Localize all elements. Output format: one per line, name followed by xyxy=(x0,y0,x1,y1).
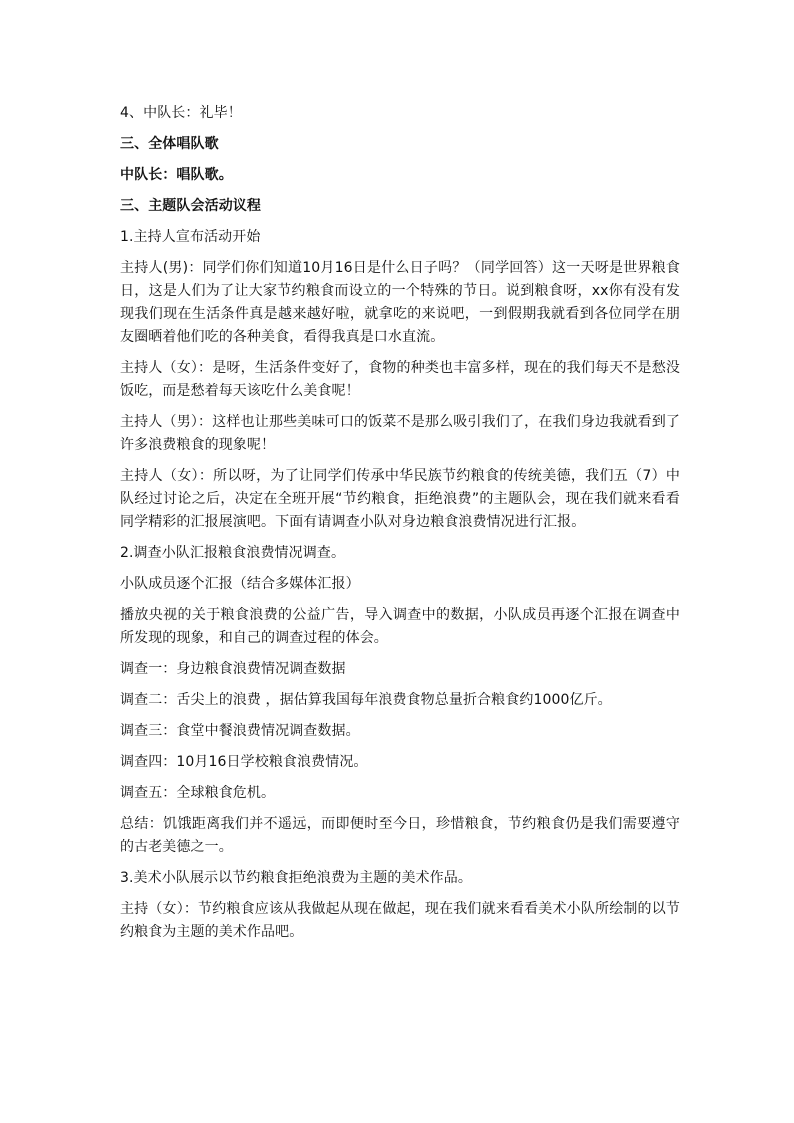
survey-item-2: 调查二：舌尖上的浪费 ，据估算我国每年浪费食物总量折合粮食约1000亿斤。 xyxy=(120,692,612,708)
paragraph-host-female-3: 主持（女）：节约粮食应该从我做起从现在做起，现在我们就来看看美术小队所绘制的以节约粮食为主题的美术作品吧。 xyxy=(120,901,680,940)
survey-item-5: 调查五：全球粮食危机。 xyxy=(120,785,276,801)
survey-item-1: 调查一：身边粮食浪费情况调查数据 xyxy=(120,661,346,677)
section-heading-song: 三、全体唱队歌 xyxy=(120,136,219,152)
agenda-item-3: 3.美术小队展示以节约粮食拒绝浪费为主题的美术作品。 xyxy=(120,870,472,886)
section-heading-agenda: 三、主题队会活动议程 xyxy=(120,198,261,214)
paragraph-broadcast: 播放央视的关于粮食浪费的公益广告，导入调查中的数据，小队成员再逐个汇报在调查中所发现的现象，和自己的调查过程的体会。 xyxy=(120,607,680,646)
survey-item-4: 调查四：10月16日学校粮食浪费情况。 xyxy=(120,754,368,770)
paragraph-summary: 总结：饥饿距离我们并不遥远，而即便时至今日，珍惜粮食，节约粮食仍是我们需要遵守的古老美德之一。 xyxy=(120,816,680,855)
list-item-salute: 4、中队长：礼毕！ xyxy=(120,105,242,121)
paragraph-host-male-1: 主持人(男)：同学们你们知道10月16日是什么日子吗？（同学回答）这一天呀是世界粮食日，这是人们为了让大家节约粮食而设立的一个特殊的节日。说到粮食呀，xx你有没有发现我们现在生活条件真是越来越好啦，就拿吃的来说吧，一到假期我就看到各位同学在朋友圈晒着他们吃的各种美食，看得我真是口水直流。 xyxy=(120,260,680,345)
document-body xyxy=(120,102,680,952)
paragraph-host-male-2: 主持人（男）：这样也让那些美味可口的饭菜不是那么吸引我们了，在我们身边我就看到了许多浪费粮食的现象呢！ xyxy=(120,414,680,453)
paragraph-host-female-1: 主持人（女）：是呀，生活条件变好了，食物的种类也丰富多样，现在的我们每天不是愁没饭吃，而是愁着每天该吃什么美食呢！ xyxy=(120,360,680,399)
line-captain-song: 中队长：唱队歌。 xyxy=(120,167,233,183)
agenda-item-2: 2.调查小队汇报粮食浪费情况调查。 xyxy=(120,545,346,561)
paragraph-team-report: 小队成员逐个汇报（结合多媒体汇报） xyxy=(120,576,360,592)
paragraph-host-female-2: 主持人（女）：所以呀，为了让同学们传承中华民族节约粮食的传统美德，我们五（7）中队经过讨论之后，决定在全班开展“节约粮食，拒绝浪费”的主题队会，现在我们就来看看同学精彩的汇报展演吧。下面有请调查小队对身边粮食浪费情况进行汇报。 xyxy=(120,468,680,530)
survey-item-3: 调查三：食堂中餐浪费情况调查数据。 xyxy=(120,723,360,739)
agenda-item-1: 1.主持人宣布活动开始 xyxy=(120,229,261,245)
